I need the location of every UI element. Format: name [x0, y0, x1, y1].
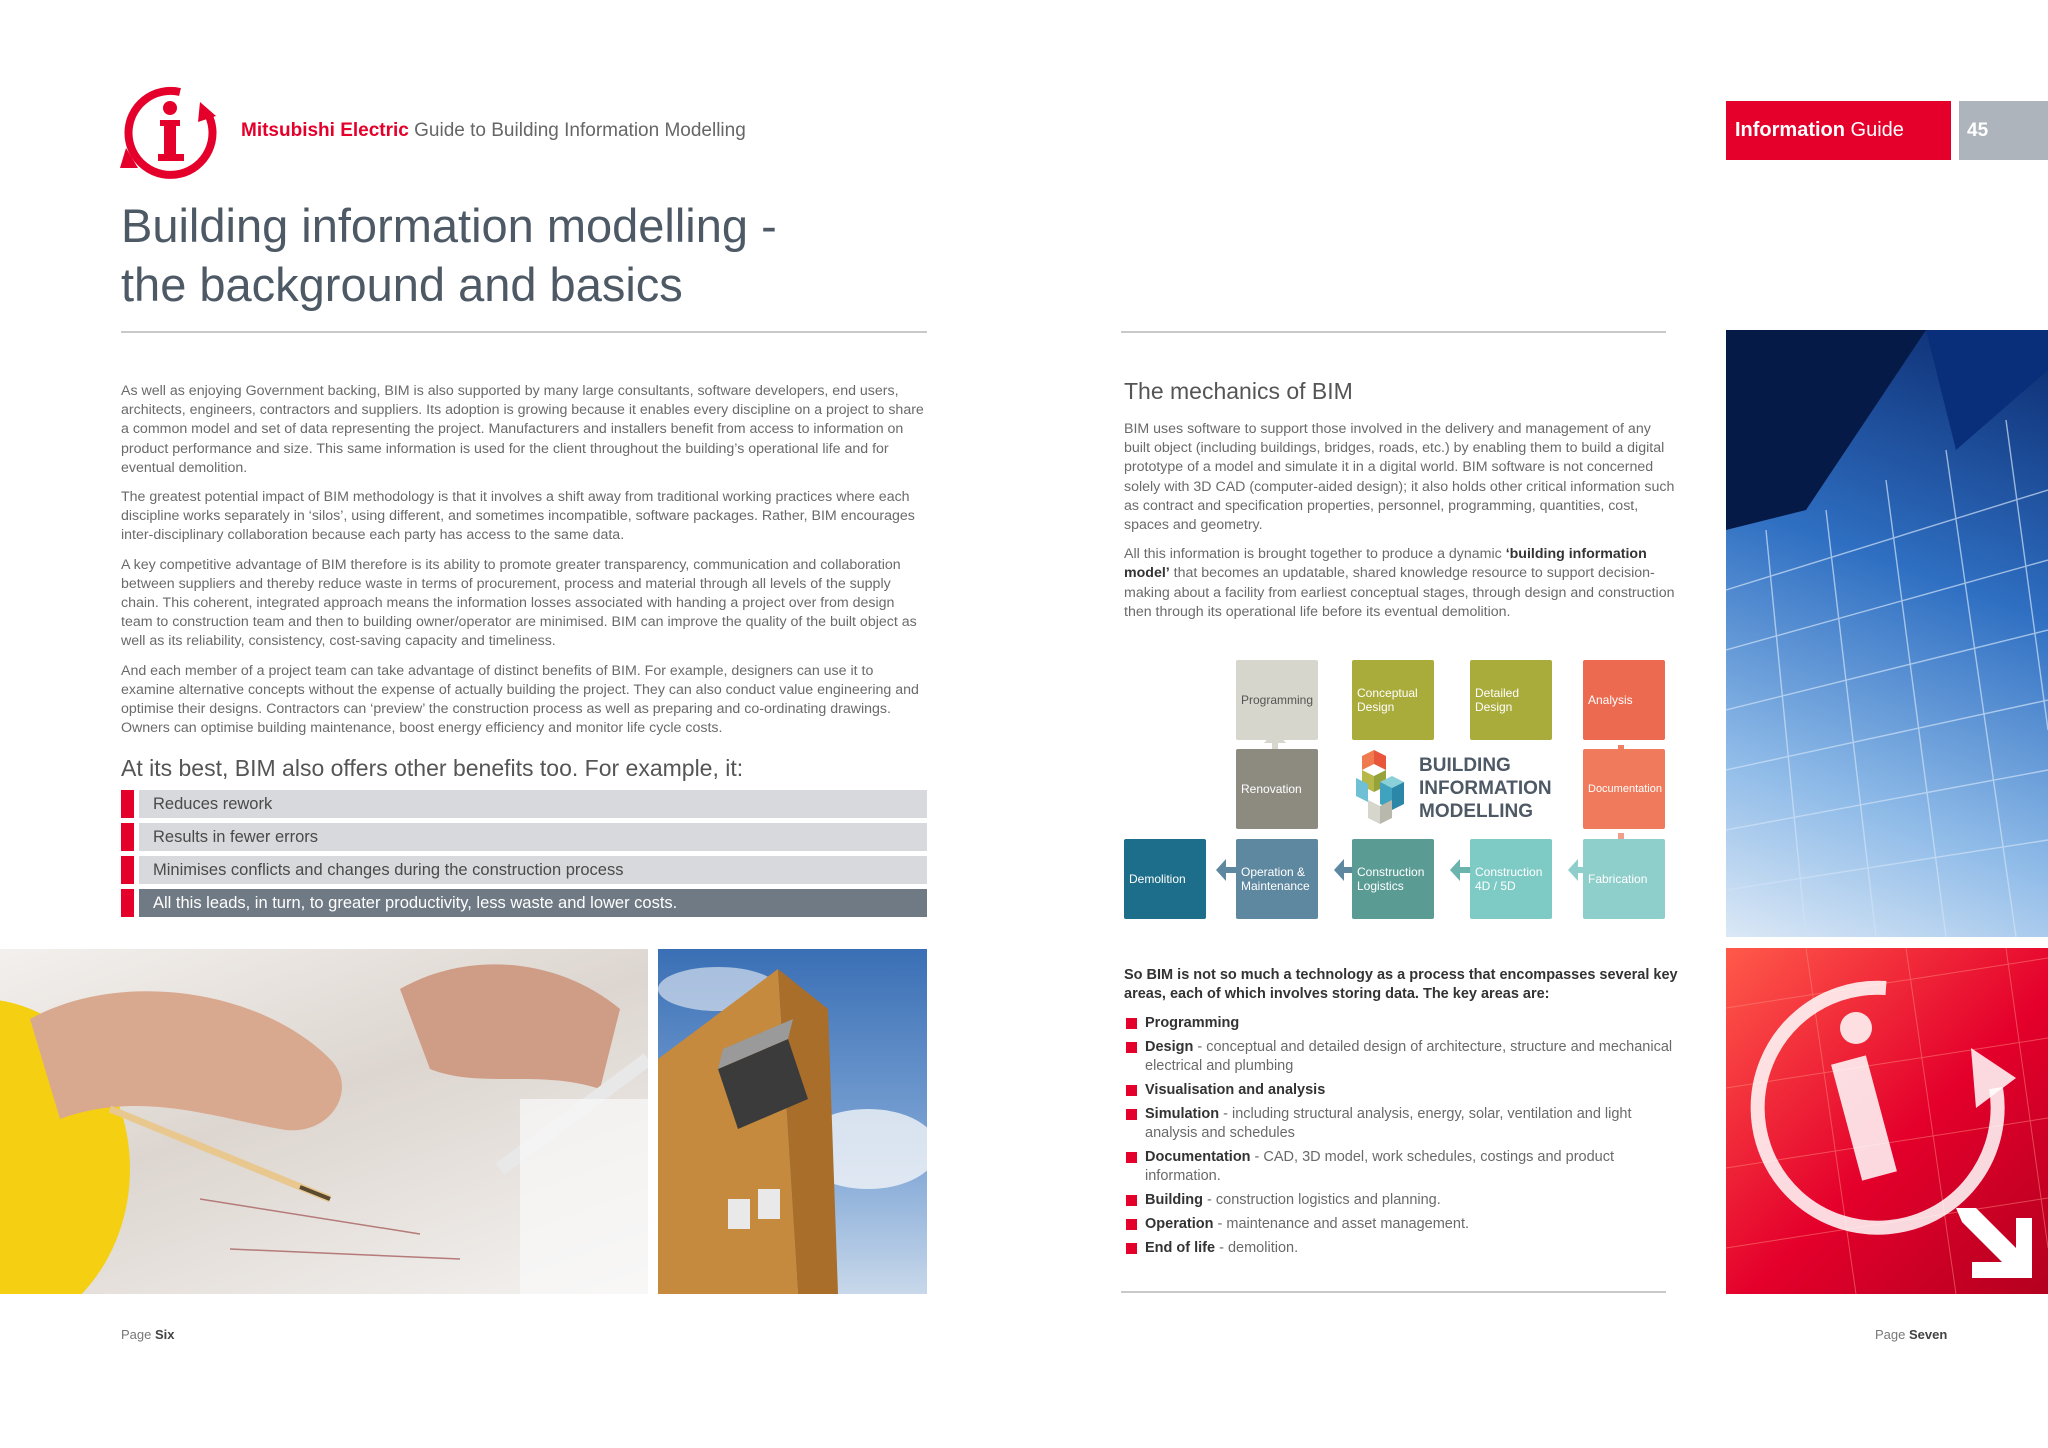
benefit-text: Reduces rework — [139, 790, 927, 818]
page-title — [121, 196, 921, 314]
step-analysis: Analysis — [1583, 660, 1665, 740]
benefit-text: Results in fewer errors — [139, 823, 927, 851]
step-conceptual-design: Conceptual Design — [1352, 660, 1434, 740]
paragraph: As well as enjoying Government backing, BIM is also supported by many large consultants, software developers, end users, architects, engineers, contractors and suppliers. Its adoption is growing because it enables every discipline on a project to share a common model and set of data representing the project. Manufacturers and installers benefit from access to information on product performance and size. This same information is used for the client throughout the building’s operational life and for eventual demolition. — [121, 383, 924, 476]
benefit-marker — [121, 856, 134, 884]
left-divider — [121, 331, 927, 333]
info-logo-icon — [120, 84, 220, 180]
building-photo — [658, 949, 927, 1294]
step-construction-logistics: Construction Logistics — [1352, 839, 1434, 919]
benefit-item — [121, 790, 927, 818]
title-line-2: the background and basics — [121, 258, 683, 311]
list-item: Design - conceptual and detailed design of architecture, structure and mechanical electrical and plumbing — [1126, 1038, 1686, 1076]
list-item: Operation - maintenance and asset management. — [1126, 1215, 1686, 1234]
tab-bold: Information — [1735, 119, 1845, 141]
right-divider — [1121, 331, 1666, 333]
step-fabrication: Fabrication — [1583, 839, 1665, 919]
step-operation-maintenance: Operation & Maintenance — [1236, 839, 1318, 919]
benefit-item-summary — [121, 889, 927, 917]
step-renovation: Renovation — [1236, 749, 1318, 829]
benefit-item — [121, 856, 927, 884]
list-item: Visualisation and analysis — [1126, 1081, 1686, 1100]
benefit-marker — [121, 889, 134, 917]
brand-subtitle: Guide to Building Information Modelling — [408, 120, 746, 141]
brand-name: Mitsubishi Electric — [241, 120, 409, 141]
list-item: Simulation - including structural analysis, energy, solar, ventilation and light analysis and schedules — [1126, 1105, 1686, 1143]
footer-page-left: Page Six — [121, 1327, 175, 1342]
list-item: End of life - demolition. — [1126, 1239, 1686, 1258]
page-number-tab: 45 — [1959, 101, 2048, 160]
step-detailed-design: Detailed Design — [1470, 660, 1552, 740]
benefit-text: Minimises conflicts and changes during the construction process — [139, 856, 927, 884]
list-item: Documentation - CAD, 3D model, work schedules, costings and product information. — [1126, 1148, 1686, 1186]
step-construction-4d-5d: Construction 4D / 5D — [1470, 839, 1552, 919]
benefit-marker — [121, 823, 134, 851]
footer-page-right: Page Seven — [1875, 1327, 1948, 1342]
red-info-logo-photo — [1726, 948, 2048, 1294]
title-line-1: Building information modelling - — [121, 199, 777, 252]
bim-cubes-icon — [1352, 748, 1414, 830]
hands-drawing-photo — [0, 949, 648, 1294]
key-areas-heading: So BIM is not so much a technology as a process that encompasses several key areas, each of which involves storing data. The key areas are: — [1124, 967, 1678, 1002]
benefit-text: All this leads, in turn, to greater productivity, less waste and lower costs. — [139, 889, 927, 917]
list-item: Programming — [1126, 1014, 1686, 1033]
list-item: Building - construction logistics and planning. — [1126, 1191, 1686, 1210]
left-body — [121, 382, 927, 738]
paragraph: The greatest potential impact of BIM methodology is that it involves a shift away from traditional working practices where each discipline works separately in ‘silos’, using different, and sometimes incompatible, software packages. Rather, BIM encourages inter-disciplinary collaboration because each party has access to the same data. — [121, 489, 915, 544]
brand-line — [241, 120, 746, 142]
information-guide-tab — [1726, 101, 1951, 160]
step-demolition: Demolition — [1124, 839, 1206, 919]
step-documentation: Documentation — [1583, 749, 1665, 829]
paragraph: And each member of a project team can take advantage of distinct benefits of BIM. For example, designers can use it to examine alternative concepts without the expense of actually building the project. They can also conduct value engineering and optimise their designs. Contractors can ‘preview’ the construction process as well as preparing and co-ordinating drawings. Owners can optimise building maintenance, boost energy efficiency and monitor life cycle costs. — [121, 662, 919, 737]
key-areas-list — [1126, 1014, 1686, 1263]
mechanics-body — [1124, 420, 1680, 622]
benefit-item — [121, 823, 927, 851]
glass-building-photo — [1726, 330, 2048, 937]
paragraph: A key competitive advantage of BIM therefore is its ability to promote greater transparency, communication and collaboration between suppliers and thereby reduce waste in terms of procurement, process and material through all levels of the supply chain. This coherent, integrated approach means the information losses associated with handing a project over from design team to construction team and then to building owner/operator are minimised. BIM can improve the quality of the built object as well as its reliability, consistency, cost-saving capacity and timeliness. — [121, 556, 917, 650]
bottom-divider — [1121, 1291, 1666, 1293]
tab-rest: Guide — [1845, 119, 1904, 141]
benefits-heading: At its best, BIM also offers other benefits too. For example, it: — [121, 755, 744, 781]
mechanics-heading: The mechanics of BIM — [1124, 378, 1353, 404]
benefit-marker — [121, 790, 134, 818]
step-programming: Programming — [1236, 660, 1318, 740]
bim-center-label: BUILDING INFORMATION MODELLING — [1419, 755, 1552, 822]
mechanics-paragraph-2: All this information is brought together to produce a dynamic ‘building information model’ that becomes an updatable, shared knowledge resource to support decision-making about a facility from earliest conceptual stages, through design and construction then through its operational life before its eventual demolition. — [1124, 546, 1675, 620]
mechanics-paragraph-1: BIM uses software to support those involved in the delivery and management of any built object (including buildings, bridges, roads, etc.) by enabling them to build a digital prototype of a model and simulate it in a digital world. BIM software is not concerned solely with 3D CAD (computer-aided design); it also holds other critical information such as contract and specification properties, personnel, programming, quantities, cost, spaces and geometry. — [1124, 421, 1675, 534]
